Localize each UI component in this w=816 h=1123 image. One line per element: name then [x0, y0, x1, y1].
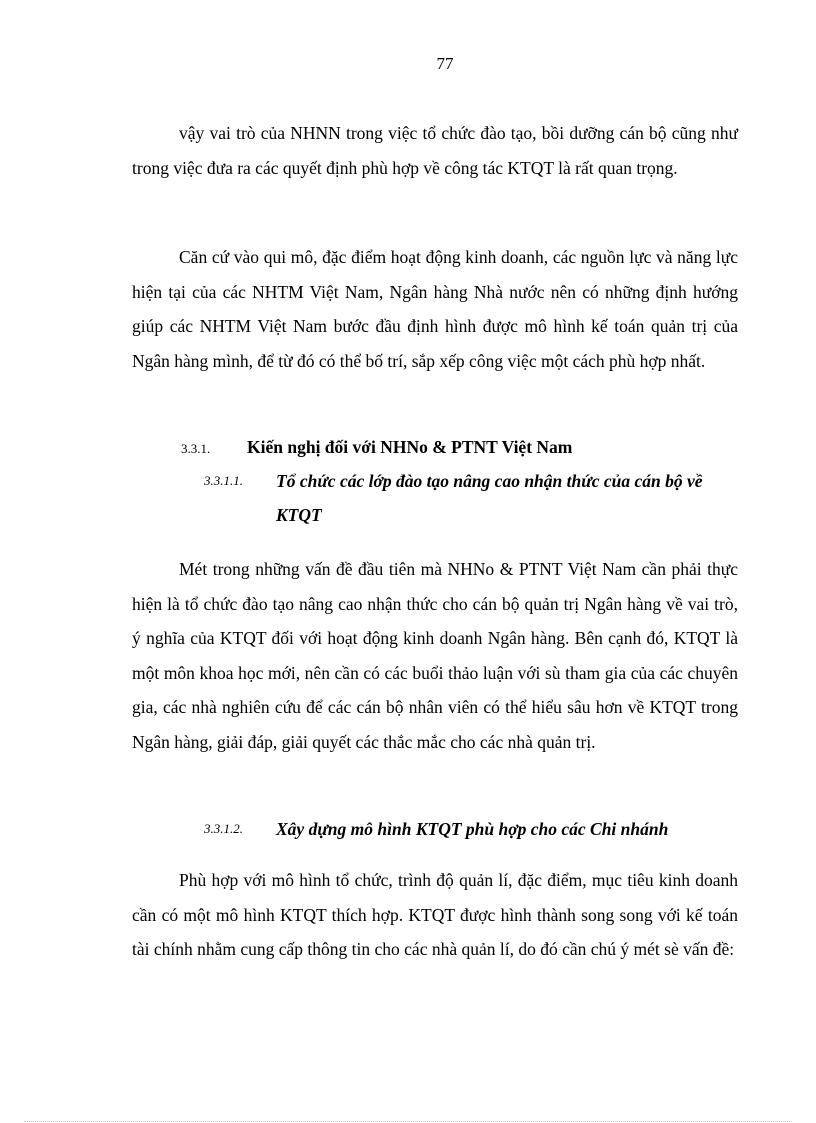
subsection-heading-3-3-1-2: [204, 812, 746, 846]
subsection-number: 3.3.1.2.: [204, 821, 243, 836]
page-number: 77: [436, 54, 454, 73]
subsection-heading-3-3-1-1: [204, 464, 746, 532]
paragraph-training: Mét trong những vấn đề đầu tiên mà NHNo & PTNT Việt Nam cần phải thực hiện là tổ chức đào tạo nâng cao nhận thức cho cán bộ quản trị Ngân hàng về vai trò, ý nghĩa của KTQT đối với hoạt động kinh doanh Ngân hàng. Bên cạnh đó, KTQT là một môn khoa học mới, nên cần có các buổi thảo luận với sù tham gia của các chuyên gia, các nhà nghiên cứu để các cán bộ nhân viên có thể hiểu sâu hơn về KTQT trong Ngân hàng, giải đáp, giải quyết các thắc mắc cho các nhà quản trị.: [132, 559, 738, 752]
section-number: 3.3.1.: [181, 441, 211, 456]
section-title: Kiến nghị đối với NHNo & PTNT Việt Nam: [247, 437, 573, 457]
subsection-title: Xây dựng mô hình KTQT phù hợp cho các Chi nhánh: [276, 819, 669, 839]
subsection-number: 3.3.1.1.: [204, 473, 243, 488]
subsection-title: Tổ chức các lớp đào tạo nâng cao nhận thức của cán bộ về KTQT: [276, 471, 703, 525]
paragraph-nhnn-role: vậy vai trò của NHNN trong việc tổ chức đào tạo, bồi dưỡng cán bộ cũng như trong việc đưa ra các quyết định phù hợp về công tác KTQT là rất quan trọng.: [132, 123, 738, 178]
section-heading-3-3-1: [181, 437, 572, 458]
paragraph-nhtm-orientation: Căn cứ vào qui mô, đặc điểm hoạt động kinh doanh, các nguồn lực và năng lực hiện tại của các NHTM Việt Nam, Ngân hàng Nhà nước nên có những định hướng giúp các NHTM Việt Nam bước đầu định hình được mô hình kế toán quản trị của Ngân hàng mình, để từ đó có thể bố trí, sắp xếp công việc một cách phù hợp nhất.: [132, 247, 738, 371]
paragraph-ktqt-model: Phù hợp với mô hình tổ chức, trình độ quản lí, đặc điểm, mục tiêu kinh doanh cần có một mô hình KTQT thích hợp. KTQT được hình thành song song với kế toán tài chính nhằm cung cấp thông tin cho các nhà quản lí, do đó cần chú ý mét sè vấn đề:: [132, 870, 738, 960]
page-bottom-divider: [24, 1121, 792, 1122]
